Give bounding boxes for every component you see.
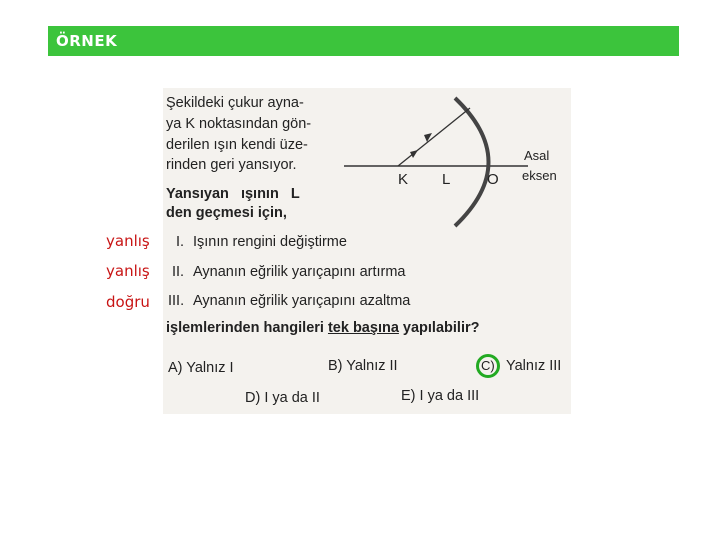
ray-arrow-icon (424, 133, 432, 142)
problem-bold-line-1: Yansıyan ışının L (166, 186, 300, 202)
axis-label-1: Asal (524, 148, 550, 163)
option-3-text: Aynanın eğrilik yarıçapını azaltma (193, 293, 411, 309)
answer-c-letter: C) (481, 358, 495, 373)
problem-line-2: ya K noktasından gön- (166, 116, 312, 132)
answer-b: B) Yalnız II (328, 358, 398, 374)
incident-ray (398, 108, 470, 166)
mark-option-2: yanlış (106, 262, 150, 280)
concave-mirror (455, 98, 489, 226)
question-text (166, 320, 479, 336)
question-prefix: işlemlerinden hangileri (166, 320, 328, 336)
answer-d: D) I ya da II (245, 390, 320, 406)
option-1-text: Işının rengini değiştirme (193, 234, 347, 250)
mark-option-1: yanlış (106, 232, 150, 250)
mark-option-3: doğru (106, 293, 150, 311)
point-label-l: L (442, 171, 451, 188)
option-2-numeral: II. (172, 264, 185, 280)
point-label-k: K (398, 171, 409, 188)
option-1-numeral: I. (176, 234, 185, 250)
axis-label-2: eksen (522, 168, 557, 183)
answer-e: E) I ya da III (401, 388, 480, 404)
option-2-text: Aynanın eğrilik yarıçapını artırma (193, 264, 406, 280)
question-suffix: yapılabilir? (398, 320, 480, 336)
question-underlined: tek başına (327, 320, 399, 336)
problem-line-4: rinden geri yansıyor. (166, 157, 297, 173)
answer-a: A) Yalnız I (168, 360, 234, 376)
header-title: ÖRNEK (56, 32, 118, 50)
option-3-numeral: III. (168, 293, 185, 309)
problem-line-1: Şekildeki çukur ayna- (166, 95, 304, 111)
problem-bold-line-2: den geçmesi için, (166, 205, 287, 221)
problem-line-3: derilen ışın kendi üze- (166, 137, 308, 153)
correct-answer-circle (476, 354, 500, 378)
point-label-o: O (487, 171, 499, 188)
ray-arrow-return-icon (410, 150, 418, 158)
answer-c-text: Yalnız III (506, 358, 562, 374)
